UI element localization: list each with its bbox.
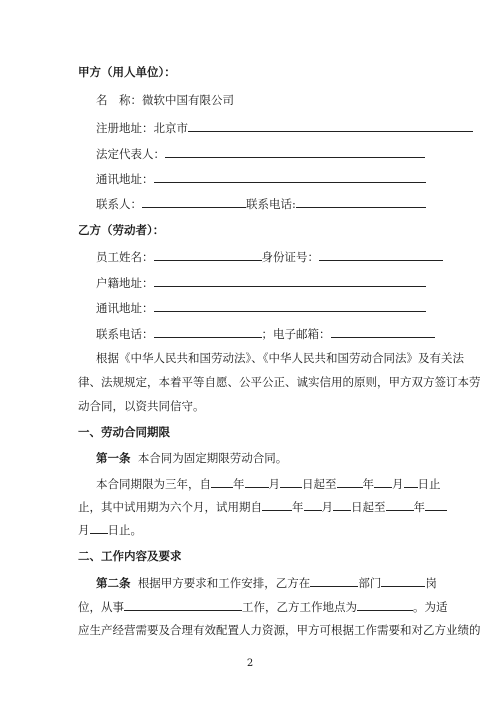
party-b-name-label: 员工姓名： bbox=[96, 250, 154, 264]
term-row bbox=[96, 475, 441, 492]
article-2-dept-blank[interactable] bbox=[310, 574, 358, 587]
party-b-phone-blank[interactable] bbox=[154, 325, 262, 338]
party-b-phone-label: 联系电话： bbox=[96, 327, 154, 341]
article-2-post-blank[interactable] bbox=[381, 574, 425, 587]
term-start-day-blank[interactable] bbox=[280, 475, 302, 488]
party-b-id-label: 身份证号： bbox=[261, 250, 319, 264]
term-start-year-blank[interactable] bbox=[211, 475, 233, 488]
probation-row bbox=[78, 498, 447, 515]
term-end-day-blank[interactable] bbox=[404, 475, 418, 488]
section-1-title: 一、劳动合同期限 bbox=[78, 425, 170, 439]
term-month-1: 月 bbox=[268, 477, 280, 491]
party-a-contact-blank[interactable] bbox=[142, 195, 246, 208]
term-end-month-blank[interactable] bbox=[374, 475, 392, 488]
party-b-hukou-row bbox=[96, 274, 426, 291]
probation-prefix: 止，其中试用期为六个月，试用期自 bbox=[78, 500, 262, 514]
party-b-mail-blank[interactable] bbox=[154, 299, 426, 312]
probation-end-day-blank[interactable] bbox=[90, 521, 108, 534]
article-1-text: 本合同为固定期限劳动合同。 bbox=[137, 451, 288, 465]
intro-line-3: 动合同，以资共同信守。 bbox=[78, 399, 205, 413]
party-b-hukou-label: 户籍地址： bbox=[96, 276, 154, 290]
probation-start-year-blank[interactable] bbox=[262, 498, 292, 511]
party-a-address-row bbox=[96, 119, 473, 136]
probation-year-2: 年 bbox=[413, 500, 425, 514]
party-a-mail-label: 通讯地址： bbox=[96, 172, 154, 186]
article-2-row-2 bbox=[78, 598, 448, 615]
term-month-2: 月 bbox=[392, 477, 404, 491]
article-2-line2-b: 工作，乙方工作地点为 bbox=[242, 600, 357, 614]
article-2-row-3: 应生产经营需要及合理有效配置人力资源，甲方可根据工作需要和对乙方业绩的 bbox=[78, 623, 481, 637]
probation-row-2 bbox=[78, 521, 142, 538]
party-a-contact-row bbox=[96, 195, 426, 212]
article-2-text: 根据甲方要求和工作安排，乙方在 bbox=[137, 576, 311, 590]
page-number: 2 bbox=[246, 658, 254, 669]
term-prefix: 本合同期限为三年，自 bbox=[96, 477, 211, 491]
party-b-phone-row bbox=[96, 325, 435, 342]
article-2-label: 第二条 bbox=[96, 576, 131, 590]
probation-month-2: 月 bbox=[78, 523, 90, 537]
party-a-address-label: 注册地址： bbox=[96, 121, 154, 135]
probation-start-day-blank[interactable] bbox=[333, 498, 351, 511]
article-1-label: 第一条 bbox=[96, 451, 131, 465]
party-a-address-value: 北京市 bbox=[153, 121, 188, 135]
term-year-1: 年 bbox=[233, 477, 245, 491]
party-b-mail-row bbox=[96, 299, 426, 316]
party-b-id-blank[interactable] bbox=[319, 248, 443, 261]
term-end-year-blank[interactable] bbox=[337, 475, 363, 488]
party-a-phone-label: 联系电话: bbox=[246, 197, 296, 211]
party-a-mail-row bbox=[96, 170, 426, 187]
party-a-name-row bbox=[96, 92, 234, 108]
probation-start-month-blank[interactable] bbox=[304, 498, 322, 511]
party-a-heading: 甲方（用人单位）： bbox=[78, 65, 176, 79]
party-a-name-label: 名 称： bbox=[96, 93, 142, 107]
term-day-from: 日起至 bbox=[302, 477, 337, 491]
probation-month-1: 月 bbox=[321, 500, 333, 514]
probation-end-month-blank[interactable] bbox=[425, 498, 447, 511]
party-a-contact-label: 联系人： bbox=[96, 197, 142, 211]
article-2-post: 岗 bbox=[425, 576, 437, 590]
party-a-name-value: 微软中国有限公司 bbox=[142, 93, 234, 107]
article-2-row bbox=[96, 574, 437, 591]
section-2-title: 二、工作内容及要求 bbox=[78, 549, 182, 563]
term-start-month-blank[interactable] bbox=[245, 475, 269, 488]
party-b-email-blank[interactable] bbox=[331, 325, 435, 338]
term-day-end: 日止 bbox=[417, 477, 441, 491]
intro-line-2: 律、法规规定，本着平等自愿、公平公正、诚实信用的原则，甲方双方签订本劳 bbox=[78, 375, 481, 389]
party-a-address-blank[interactable] bbox=[188, 119, 473, 132]
article-2-location-blank[interactable] bbox=[357, 598, 413, 611]
article-2-line2-a: 位，从事 bbox=[78, 600, 124, 614]
probation-end-year-blank[interactable] bbox=[386, 498, 414, 511]
probation-year-1: 年 bbox=[292, 500, 304, 514]
party-a-mail-blank[interactable] bbox=[154, 170, 426, 183]
party-a-phone-blank[interactable] bbox=[296, 195, 426, 208]
party-b-email-label: ；电子邮箱： bbox=[261, 327, 331, 341]
intro-line-1: 根据《中华人民共和国劳动法》、《中华人民共和国劳动合同法》及有关法 bbox=[96, 351, 464, 365]
party-b-hukou-blank[interactable] bbox=[154, 274, 426, 287]
article-2-dept: 部门 bbox=[358, 576, 382, 590]
party-a-rep-blank[interactable] bbox=[165, 145, 425, 158]
party-b-name-blank[interactable] bbox=[154, 248, 262, 261]
party-b-name-row bbox=[96, 248, 443, 265]
party-a-rep-row bbox=[96, 145, 425, 162]
party-b-heading: 乙方（劳动者）： bbox=[78, 223, 165, 237]
party-b-mail-label: 通讯地址： bbox=[96, 301, 154, 315]
article-1-row bbox=[96, 450, 287, 466]
party-a-rep-label: 法定代表人： bbox=[96, 147, 165, 161]
article-2-line2-c: 。为适 bbox=[413, 600, 448, 614]
article-2-work-blank[interactable] bbox=[124, 598, 242, 611]
probation-day-to: 日起至 bbox=[351, 500, 386, 514]
term-year-2: 年 bbox=[362, 477, 374, 491]
probation-final-end: 日止。 bbox=[107, 523, 142, 537]
